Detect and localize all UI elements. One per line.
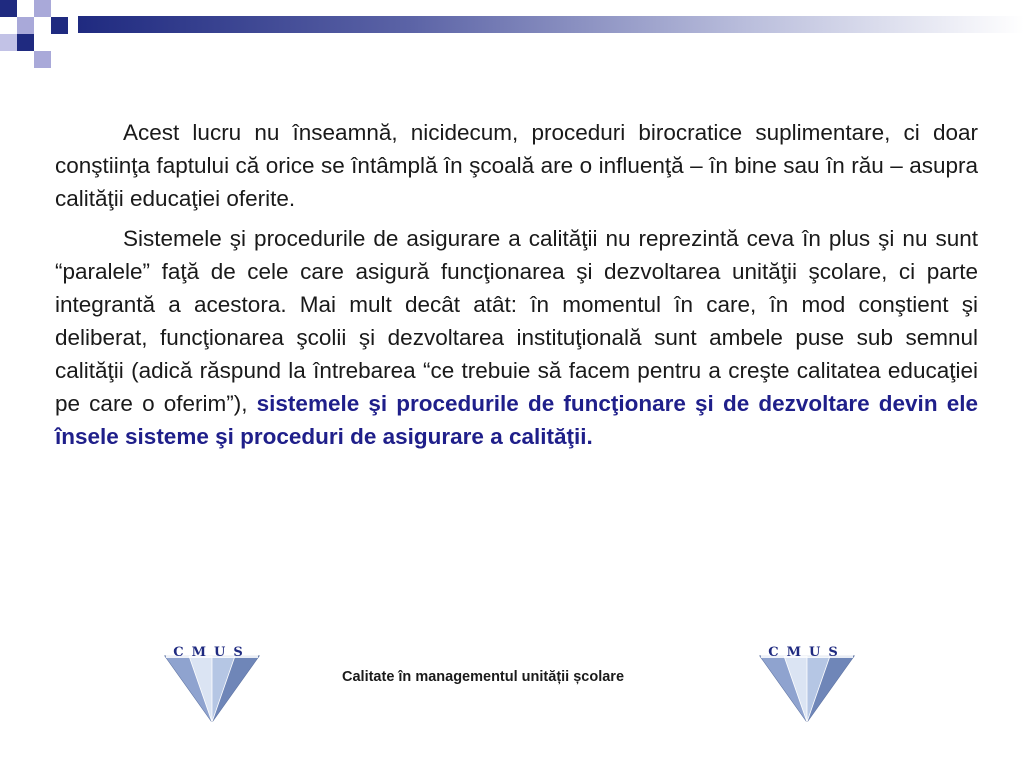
decor-square [17, 34, 34, 51]
cmus-logo-right [757, 640, 857, 722]
decor-square [34, 51, 51, 68]
decor-square [0, 34, 17, 51]
paragraph-2 [55, 222, 978, 453]
paragraph-2-normal: Sistemele şi procedurile de asigurare a calităţii nu reprezintă ceva în plus şi nu sunt “paralele” faţă de cele care asigură funcţionarea şi dezvoltarea unităţii şcolare, ci parte integrantă a acestora. Mai mult decât atât: în momentul în care, în mod conştient şi deliberat, funcţionarea şcolii şi dezvoltarea instituţională sunt ambele puse sub semnul calităţii (adică răspund la întrebarea “ce trebuie să facem pentru a creşte calitatea educaţiei pe care o oferim”), [55, 226, 978, 416]
paragraph-2-bold: sistemele şi procedurile de funcţionare şi de dezvoltare devin ele însele sisteme şi proceduri de asigurare a calităţii. [55, 391, 978, 449]
decor-square [51, 17, 68, 34]
paragraph-1: Acest lucru nu înseamnă, nicidecum, proceduri birocratice suplimentare, ci doar conştiinţa faptului că orice se întâmplă în şcoală are o influenţă – în bine sau în rău – asupra calităţii educaţiei oferite. [55, 120, 978, 211]
decor-square [0, 0, 17, 17]
logo-text: CMUS [173, 645, 251, 660]
decor-square [34, 0, 51, 17]
decor-square [17, 17, 34, 34]
footer-caption: Calitate în managementul unității școlare [342, 669, 625, 685]
logo-text: CMUS [768, 645, 846, 660]
slide-body [55, 116, 978, 460]
header-gradient-bar [78, 16, 1024, 33]
cmus-logo-left [162, 640, 262, 722]
